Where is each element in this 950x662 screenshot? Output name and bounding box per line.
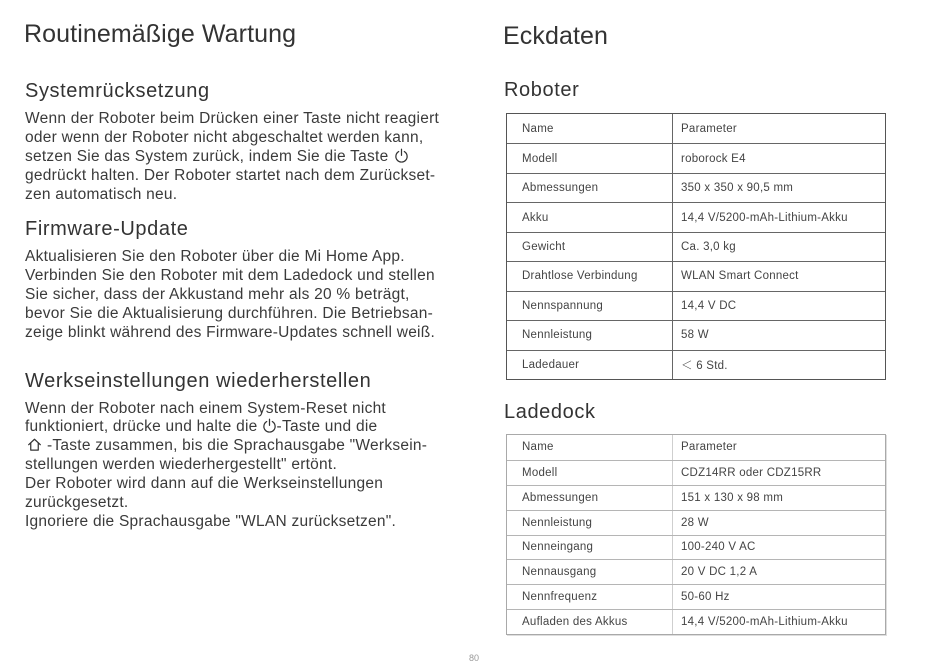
table-row	[507, 460, 885, 485]
table-row	[507, 320, 885, 349]
paragraph-line	[25, 437, 465, 456]
paragraph-line: Verbinden Sie den Roboter mit dem Ladedock und stellen	[25, 266, 435, 284]
spec-value: 151 x 130 x 98 mm	[681, 491, 784, 504]
paragraph-line: oder wenn der Roboter nicht abgeschaltet werden kann,	[25, 128, 424, 146]
paragraph-line	[25, 418, 465, 437]
factory-reset-paragraph	[25, 400, 465, 532]
paragraph-line: zen automatisch neu.	[25, 185, 178, 203]
line-text: -Taste zusammen, bis die Sprachausgabe "Werksein-	[47, 437, 428, 455]
line-text: setzen Sie das System zurück, indem Sie die Taste	[25, 147, 389, 165]
spec-label: Nennleistung	[507, 321, 673, 349]
spec-value: Ca. 3,0 kg	[681, 240, 736, 253]
table-header-row	[507, 114, 885, 143]
table-row	[507, 609, 885, 634]
table-row	[507, 202, 885, 231]
spec-value: 14,4 V/5200-mAh-Lithium-Akku	[681, 211, 848, 224]
spec-label: Akku	[507, 203, 673, 231]
page-title-specifications: Eckdaten	[503, 22, 609, 50]
spec-value: roborock E4	[681, 152, 746, 165]
table-row	[507, 261, 885, 290]
firmware-update-paragraph	[25, 247, 465, 342]
paragraph-line: Ignoriere die Sprachausgabe "WLAN zurücksetzen".	[25, 512, 397, 530]
heading-firmware-update: Firmware-Update	[25, 218, 189, 240]
dock-spec-table	[506, 434, 886, 635]
paragraph-line: Wenn der Roboter nach einem System-Reset nicht	[25, 399, 386, 417]
table-row	[507, 535, 885, 560]
spec-label: Gewicht	[507, 233, 673, 261]
column-header-parameter: Parameter	[681, 441, 737, 454]
paragraph-line: gedrückt halten. Der Roboter startet nach dem Zurückset-	[25, 166, 436, 184]
line-text: -Taste und die	[276, 418, 378, 436]
paragraph-line: stellungen werden wiederhergestellt" ertönt.	[25, 456, 338, 474]
paragraph-line: zurückgesetzt.	[25, 493, 129, 511]
line-text: funktioniert, drücke und halte die	[25, 418, 258, 436]
spec-value: 14,4 V DC	[681, 299, 737, 312]
table-row	[507, 584, 885, 609]
spec-label: Modell	[507, 144, 673, 172]
robot-spec-table	[506, 113, 886, 380]
paragraph-line: bevor Sie die Aktualisierung durchführen. Die Betriebsan-	[25, 304, 434, 322]
spec-label: Ladedauer	[507, 351, 673, 379]
spec-value: 350 x 350 x 90,5 mm	[681, 182, 794, 195]
spec-value: 28 W	[681, 516, 709, 529]
paragraph-line: Der Roboter wird dann auf die Werkseinstellungen	[25, 474, 384, 492]
spec-value: 100-240 V AC	[681, 541, 756, 554]
home-icon	[27, 437, 42, 452]
table-row	[507, 173, 885, 202]
spec-value: ＜ 6 Std.	[681, 359, 728, 372]
spec-label: Nenneingang	[507, 536, 673, 560]
spec-value: 20 V DC 1,2 A	[681, 566, 758, 579]
table-row	[507, 510, 885, 535]
table-row	[507, 143, 885, 172]
spec-value: 50-60 Hz	[681, 591, 730, 604]
table-row	[507, 232, 885, 261]
spec-label: Aufladen des Akkus	[507, 610, 673, 634]
column-header-parameter: Parameter	[681, 122, 737, 135]
table-row	[507, 559, 885, 584]
paragraph-line: Aktualisieren Sie den Roboter über die Mi Home App.	[25, 247, 405, 265]
spec-label: Abmessungen	[507, 486, 673, 510]
column-header-name: Name	[507, 435, 673, 460]
table-row	[507, 291, 885, 320]
spec-label: Nennfrequenz	[507, 585, 673, 609]
table-row	[507, 485, 885, 510]
spec-value: CDZ14RR oder CDZ15RR	[681, 466, 822, 479]
system-reset-paragraph	[25, 109, 465, 204]
paragraph-line: Sie sicher, dass der Akkustand mehr als 20 % beträgt,	[25, 285, 410, 303]
paragraph-line	[25, 147, 465, 166]
paragraph-line: zeige blinkt während des Firmware-Updates schnell weiß.	[25, 323, 436, 341]
page-title-maintenance: Routinemäßige Wartung	[24, 20, 297, 48]
heading-charging-dock: Ladedock	[504, 401, 596, 423]
spec-value: WLAN Smart Connect	[681, 270, 799, 283]
heading-factory-reset: Werkseinstellungen wiederherstellen	[25, 370, 372, 392]
spec-value: 58 W	[681, 329, 709, 342]
spec-label: Nennausgang	[507, 560, 673, 584]
column-header-name: Name	[507, 114, 673, 143]
spec-label: Abmessungen	[507, 174, 673, 202]
page-number: 80	[468, 653, 479, 662]
heading-robot: Roboter	[504, 79, 580, 101]
spec-label: Nennleistung	[507, 511, 673, 535]
table-row	[507, 350, 885, 379]
table-header-row	[507, 435, 885, 460]
spec-label: Nennspannung	[507, 292, 673, 320]
power-icon	[262, 418, 277, 433]
heading-system-reset: Systemrücksetzung	[25, 80, 210, 102]
spec-value: 14,4 V/5200-mAh-Lithium-Akku	[681, 616, 848, 629]
spec-label: Drahtlose Verbindung	[507, 262, 673, 290]
paragraph-line: Wenn der Roboter beim Drücken einer Taste nicht reagiert	[25, 109, 440, 127]
spec-label: Modell	[507, 461, 673, 485]
power-icon	[394, 148, 409, 163]
